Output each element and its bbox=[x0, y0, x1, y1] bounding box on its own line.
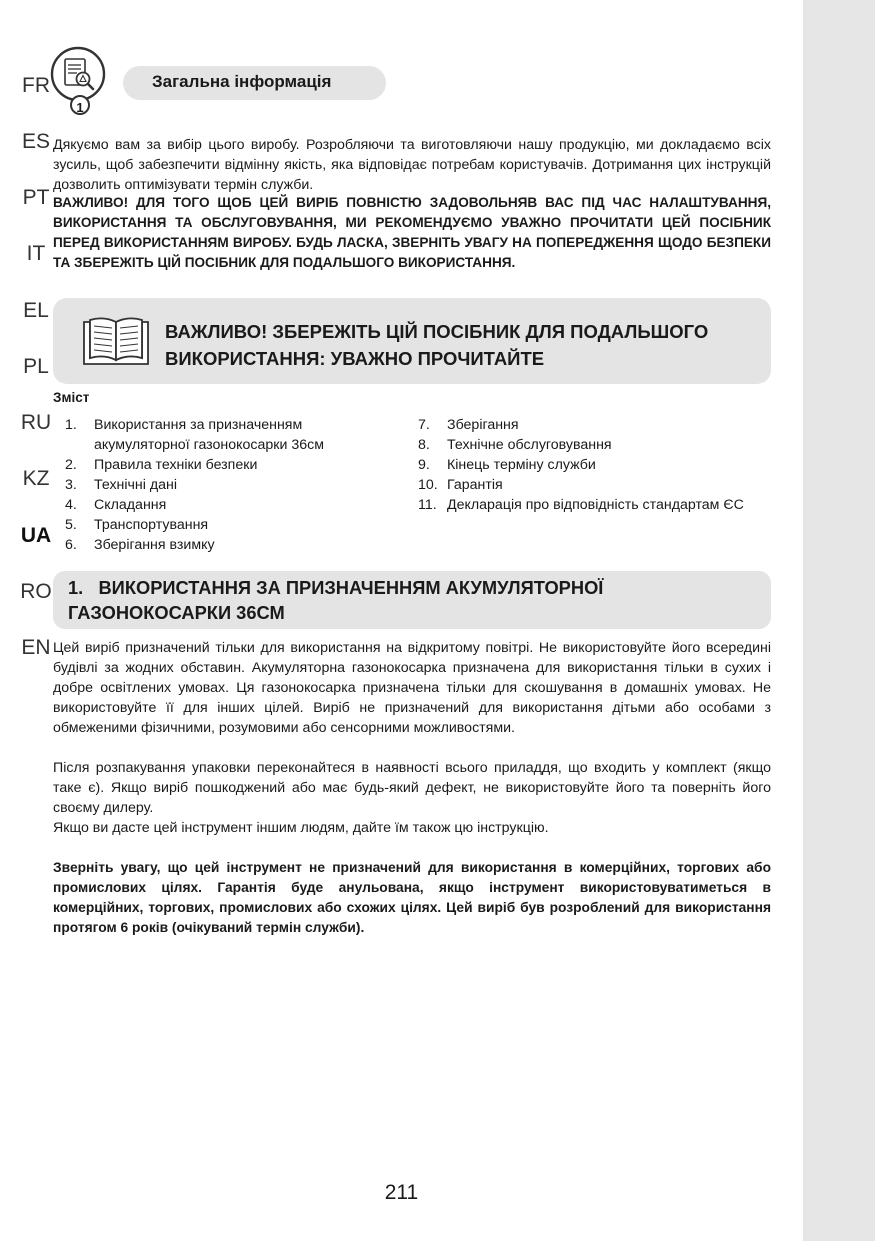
toc-text: Зберігання взимку bbox=[94, 537, 215, 553]
intro-paragraph: Дякуємо вам за вибір цього виробу. Розробляючи та виготовляючи нашу продукцію, ми докладаємо всіх зусиль, щоб забезпечити відмінну якість, яка відповідає потребам користувачів. Дотримання цих інструкцій дозволить оптимізувати термін служби. bbox=[53, 137, 771, 193]
lang-ru[interactable]: RU bbox=[20, 411, 52, 434]
section-1-title bbox=[68, 575, 718, 625]
toc-text: Транспортування bbox=[94, 517, 209, 533]
toc-item[interactable] bbox=[65, 415, 365, 455]
toc-item[interactable] bbox=[418, 435, 768, 455]
toc-item[interactable] bbox=[65, 515, 365, 535]
toc-item[interactable] bbox=[418, 475, 768, 495]
toc-item[interactable] bbox=[65, 495, 365, 515]
page-number: 211 bbox=[384, 1181, 419, 1204]
toc-text: Правила техніки безпеки bbox=[94, 457, 258, 473]
toc-number: 8. bbox=[418, 437, 430, 453]
lang-es[interactable]: ES bbox=[21, 130, 50, 153]
toc-item[interactable] bbox=[418, 415, 768, 435]
toc-right-column bbox=[418, 415, 768, 515]
lang-fr[interactable]: FR bbox=[22, 74, 50, 97]
section-1-commercial-notice: Зверніть увагу, що цей інструмент не призначений для використання в комерційних, торгових або промислових цілях. Гарантія буде анульована, якщо інструмент використовуватиметься в комерційних, торгових, промислових або схожих цілях. Цей виріб був розроблений для використання протягом 6 років (очікуваний термін служби). bbox=[53, 860, 771, 935]
section-number-badge: 1 bbox=[76, 100, 84, 115]
toc-number: 2. bbox=[65, 457, 77, 473]
section-1-paragraph-3: Якщо ви дасте цей інструмент іншим людям, дайте їм також цю інструкцію. bbox=[53, 820, 549, 836]
important-line-2: ВИКОРИСТАННЯ: УВАЖНО ПРОЧИТАЙТЕ bbox=[165, 348, 545, 369]
toc-text: Складання bbox=[94, 497, 167, 513]
toc-text: Кінець терміну служби bbox=[447, 457, 596, 473]
lang-el[interactable]: EL bbox=[23, 299, 49, 322]
toc-left-column bbox=[65, 415, 365, 555]
toc-item[interactable] bbox=[65, 455, 365, 475]
toc-number: 10. bbox=[418, 477, 438, 493]
lang-kz[interactable]: KZ bbox=[22, 467, 50, 490]
important-line-1: ВАЖЛИВО! ЗБЕРЕЖІТЬ ЦІЙ ПОСІБНИК ДЛЯ ПОДАЛЬШОГО bbox=[165, 321, 709, 342]
toc-number: 9. bbox=[418, 457, 430, 473]
toc-number: 1. bbox=[65, 417, 77, 433]
toc-title: Зміст bbox=[53, 390, 90, 405]
toc-number: 3. bbox=[65, 477, 77, 493]
lang-en[interactable]: EN bbox=[21, 636, 51, 659]
toc-item[interactable] bbox=[418, 455, 768, 475]
toc-text: Декларація про відповідність стандартам ЄС bbox=[447, 497, 744, 513]
toc-number: 4. bbox=[65, 497, 77, 513]
page-title: Загальна інформація bbox=[152, 72, 332, 91]
section-title-line-1: 1. ВИКОРИСТАННЯ ЗА ПРИЗНАЧЕННЯМ АКУМУЛЯТОРНОЇ bbox=[68, 577, 604, 598]
toc-number: 7. bbox=[418, 417, 430, 433]
toc-item[interactable] bbox=[65, 475, 365, 495]
section-1-paragraph-2: Після розпакування упаковки переконайтеся в наявності всього приладдя, що входить у комплект (якщо таке є). Якщо виріб пошкоджений або має будь-який дефект, не використовуйте його та поверніть його своєму дилеру. bbox=[53, 760, 771, 816]
lang-ro[interactable]: RO bbox=[20, 580, 52, 603]
intro-warning: ВАЖЛИВО! ДЛЯ ТОГО ЩОБ ЦЕЙ ВИРІБ ПОВНІСТЮ ЗАДОВОЛЬНЯВ ВАС ПІД ЧАС НАЛАШТУВАННЯ, ВИКОРИСТАННЯ ТА ОБСЛУГОВУВАННЯ, МИ РЕКОМЕНДУЄМО УВАЖНО ПРОЧИТАТИ ЦЕЙ ПОСІБНИК ПЕРЕД ВИКОРИСТАННЯМ ВИРОБУ. БУДЬ ЛАСКА, ЗВЕРНІТЬ УВАГУ НА ПОПЕРЕДЖЕННЯ ЩОДО БЕЗПЕКИ ТА ЗБЕРЕЖІТЬ ЦІЙ ПОСІБНИК ДЛЯ ПОДАЛЬШОГО ВИКОРИСТАННЯ. bbox=[53, 195, 771, 270]
section-title-line-2: ГАЗОНОКОСАРКИ 36СМ bbox=[68, 602, 285, 623]
toc-text: Гарантія bbox=[447, 477, 503, 493]
lang-pl[interactable]: PL bbox=[23, 355, 49, 378]
toc-text: Технічне обслуговування bbox=[447, 437, 612, 453]
toc-item[interactable] bbox=[418, 495, 768, 515]
important-notice bbox=[165, 318, 755, 372]
open-book-icon bbox=[80, 314, 152, 368]
lang-it[interactable]: IT bbox=[26, 242, 46, 265]
lang-ua-active[interactable]: UA bbox=[0, 514, 72, 558]
lang-pt[interactable]: PT bbox=[22, 186, 50, 209]
toc-text: Технічні дані bbox=[94, 477, 178, 493]
toc-number: 5. bbox=[65, 517, 77, 533]
section-1-paragraph-1: Цей виріб призначений тільки для використання на відкритому повітрі. Не використовуйте його всередині будівлі за жодних обставин. Акумуляторна газонокосарка призначена для використання тільки в сухих і добре освітлених умовах. Ця газонокосарка призначена тільки для скошування в домашніх умовах. Не використовуйте її для інших цілей. Виріб не призначений для використання дітьми або особами з обмеженими фізичними, розумовими або сенсорними можливостями. bbox=[53, 640, 771, 736]
toc-text: Використання за призначенням акумуляторної газонокосарки 36см bbox=[94, 417, 324, 453]
language-sidebar bbox=[803, 0, 875, 1241]
toc-text: Зберігання bbox=[447, 417, 519, 433]
toc-number: 11. bbox=[418, 497, 437, 513]
toc-number: 6. bbox=[65, 537, 77, 553]
toc-item[interactable] bbox=[65, 535, 365, 555]
